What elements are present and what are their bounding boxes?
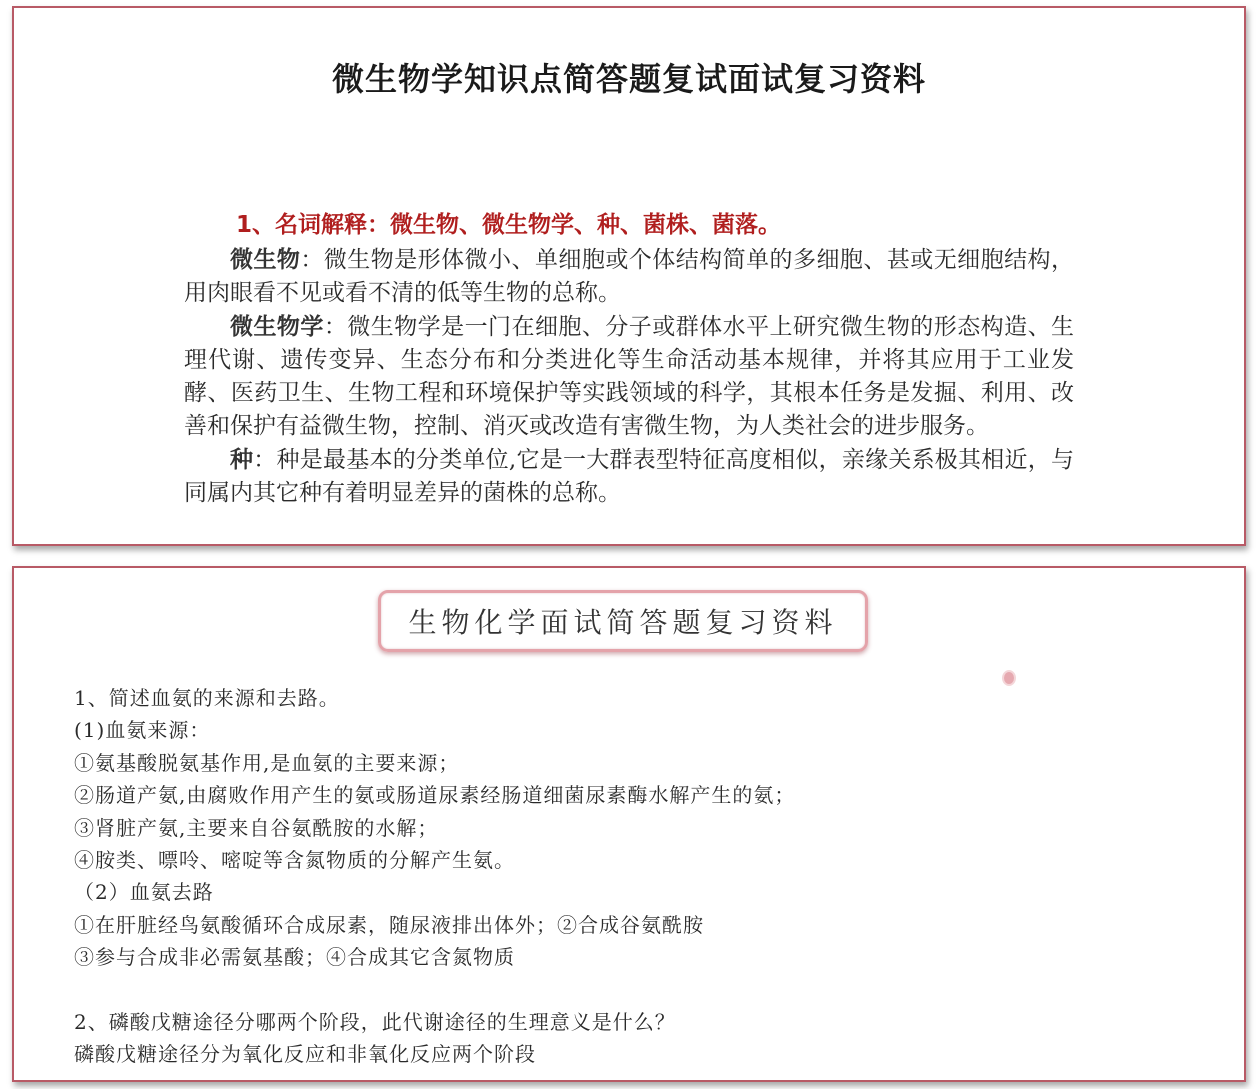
title-frame <box>378 590 868 652</box>
definition-separator: ： <box>323 313 348 340</box>
text-line: (1)血氨来源： <box>74 718 211 743</box>
definition-separator: ： <box>253 446 277 473</box>
definition-text: 微生物是形体微小、单细胞或个体结构简单的多细胞、甚或无细胞结构，用肉眼看不见或看不清的低等生物的总称。 <box>184 247 1075 307</box>
text-line: 2、磷酸戊糖途径分哪两个阶段，此代谢途径的生理意义是什么？ <box>74 1009 676 1034</box>
text-line: ④胺类、嘌呤、嘧啶等含氮物质的分解产生氨。 <box>74 847 515 872</box>
definition-paragraph <box>184 444 1074 511</box>
definitions-block <box>184 244 1074 510</box>
definition-term: 微生物 <box>230 247 301 273</box>
definition-paragraph <box>184 244 1074 311</box>
definition-paragraph <box>184 311 1074 444</box>
answer-text-block <box>74 682 1234 1071</box>
text-line: ②肠道产氨,由腐败作用产生的氨或肠道尿素经肠道细菌尿素酶水解产生的氨； <box>74 783 796 808</box>
text-line: ③肾脏产氨,主要来自谷氨酰胺的水解； <box>74 815 439 840</box>
text-line: ①在肝脏经鸟氨酸循环合成尿素，随尿液排出体外；②合成谷氨酰胺 <box>74 912 704 937</box>
definition-separator: ： <box>300 247 324 273</box>
page-title: 微生物学知识点简答题复试面试复习资料 <box>331 60 926 98</box>
question-heading: 1、名词解释：微生物、微生物学、种、菌株、菌落。 <box>236 212 782 238</box>
definition-term: 种 <box>230 446 254 473</box>
text-line: （2）血氨去路 <box>74 880 214 905</box>
definition-text: 种是最基本的分类单位,它是一大群表型特征高度相似，亲缘关系极其相近，与同属内其它种有着明显差异的菌株的总称。 <box>184 446 1075 507</box>
page-title: 生物化学面试简答题复习资料 <box>408 606 838 639</box>
text-line: ①氨基酸脱氨基作用,是血氨的主要来源； <box>74 750 460 775</box>
biochemistry-page <box>12 566 1246 1082</box>
blank-line <box>74 974 1234 1006</box>
microbiology-page <box>12 6 1246 546</box>
text-line: 1、简述血氨的来源和去路。 <box>74 686 340 710</box>
definition-text: 微生物学是一门在细胞、分子或群体水平上研究微生物的形态构造、生理代谢、遗传变异、生态分布和分类进化等生命活动基本规律，并将其应用于工业发酵、医药卫生、生物工程和环境保护等实践领域的科学，其根本任务是发掘、利用、改善和保护有益微生物，控制、消灭或改造有害微生物，为人类社会的进步服务。 <box>184 313 1075 440</box>
text-line: ③参与合成非必需氨基酸；④合成其它含氮物质 <box>74 945 515 970</box>
definition-term: 微生物学 <box>230 313 324 340</box>
text-line: 磷酸戊糖途径分为氧化反应和非氧化反应两个阶段 <box>74 1042 536 1067</box>
